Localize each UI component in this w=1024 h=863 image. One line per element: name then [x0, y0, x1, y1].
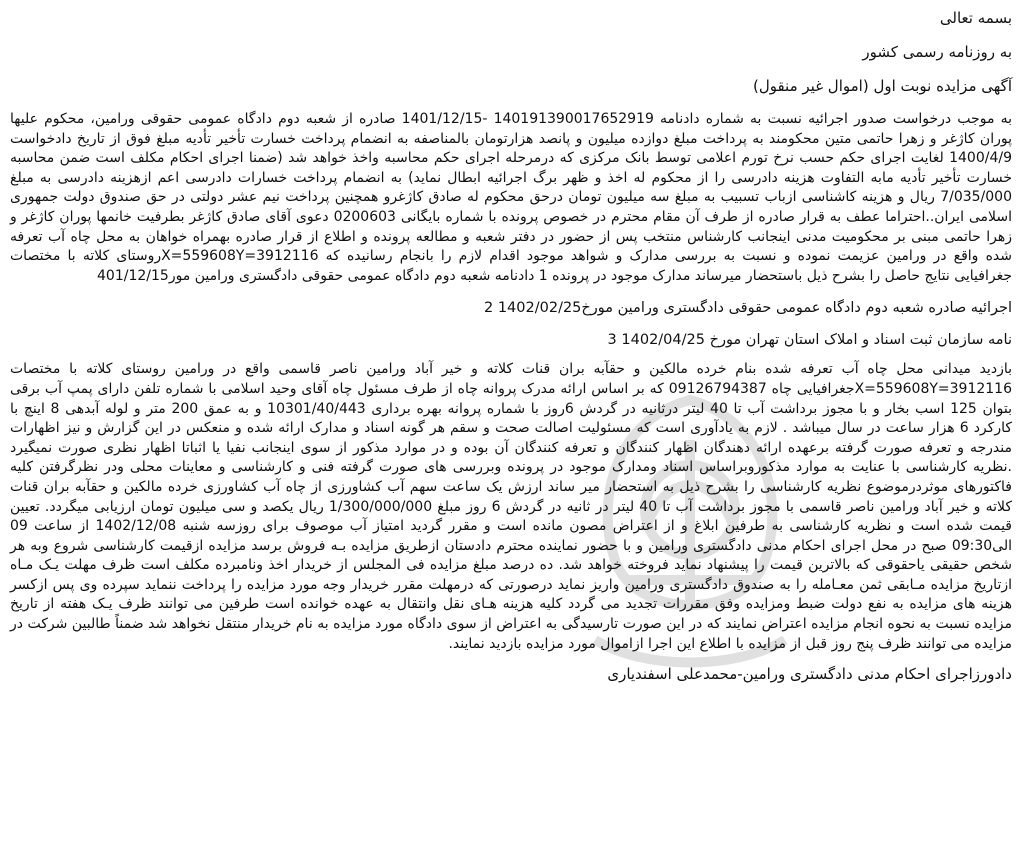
- reference-line-registry: نامه سازمان ثبت اسناد و املاک استان تهران مورخ 1402/04/25 3: [607, 332, 1012, 349]
- notice-title: آگهی مزایده نوبت اول (اموال غیر منقول): [752, 77, 1012, 95]
- reference-line-enforcement: اجرائیه صادره شعبه دوم دادگاه عمومی حقوقی دادگستری ورامین مورخ1402/02/25 2: [483, 300, 1012, 317]
- signature-line: دادورزاجرای احکام مدنی دادگستری ورامین-محمدعلی اسفندیاری: [607, 665, 1012, 684]
- intro-paragraph: به موجب درخواست صدور اجرائیه نسبت به شماره دادنامه 140191390017652919 -1401/12/15 صادره از شعبه دوم دادگاه عمومی حقوقی ورامین، محکوم علیها پوران کاژغر و زهرا حاتمی متین محکومند به پرداخت مبلغ دوازده میلیون و پانصد هزارتومان بالمناصفه به انضمام پرداخت خسارت تأخیر تأدیه مبلغ فوق از تاریخ دادخواست 1400/4/9 لغایت اجرای حکم حسب نرخ تورم اعلامی توسط بانک مرکزی که درمرحله اجرای حکم محاسبه واخذ خواهد شد (ضمنا اجرای احکام مکلف است ضمن محاسبه خسارت تأخیر تأدیه مابه التفاوت هزینه دادرسی را از محکوم له اخذ و ظهر برگ اجرائیه ابطال نماید) به انضمام پرداخت خسارات دادرسی اعم ازهزینه دادرسی به مبلغ 7/035/000 ریال و هزینه کاشناسی ازباب تسبیب به مبلغ سه میلیون تومان درحق محکوم له صادق کاژغرو همچنین پرداخت نیم عشر دولتی در حق صندوق دولت جمهوری اسلامی ایران..احتراما عطف به قرار صادره از طرف آن مقام محترم در خصوص پرونده با شماره بایگانی 0200603 دعوی آقای صادق کاژغر بطرفیت خانمها پوران کاژغر و زهرا حاتمی مبنی بر محکومیت مدنی اینجانب کارشناس منتخب پس از حضور در دفتر شعبه و مطالعه پرونده و اطلاع از قرار صادره بهمراه خواهان به محل چاه آب تعرفه شده واقع در ورامین عزیمت نموده و نسبت به بررسی مدارک و شواهد موجود اقدام لازم را بانجام رسانیده که X=559608Y=3912116روستای کلاته با مختصات جغرافیایی نتایج حاصل را بشرح ذیل باستحضار میرساند مدارک موجود در پرونده 1 دادنامه شعبه دوم دادگاه عمومی حقوقی دادگستری ورامین مور401/12/15: [10, 111, 1012, 284]
- basmala-heading: بسمه تعالی: [939, 9, 1012, 27]
- newspaper-line: به روزنامه رسمی کشور: [862, 43, 1012, 61]
- assessment-paragraph: بازدید میدانی محل چاه آب تعرفه شده بنام خرده مالکین و حقآبه بران قنات کلاته و خیر آباد ورامین ناصر قاسمی واقع در ورامین روستای کلاته با مختصات X=559608Y=3912116جغرافیایی چاه 09126794387 که بر اساس ارائه مدرک پروانه چاه از طرف مسئول چاه آقای وحید اسلامی با شماره تلفن دارای پمپ آب برقی بتوان 125 اسب بخار و با مجوز برداشت آب تا 40 لیتر درثانیه در گردش 6روز با شماره پروانه بهره برداری 10301/40/443 و به عمق 200 متر و لوله آبدهی 8 اینچ با کارکرد 6 هزار ساعت در سال میباشد . لازم به یادآوری است که مسئولیت اصالت صحت و سقم هر گونه اسناد و مدارک ارائه شده و منعکس در این گزارش و نیز اظهارات مندرجه و تعرفه صورت گرفته برعهده ارائه دهندگان اظهار کنندگان و تعرفه کنندگان آن بوده و در موارد مذکور از سوی اینجانب نفیا یا اثباتا اظهار نظری صورت نمیگیرد .نظریه کارشناسی با عنایت به موارد مذکوروبراساس اسناد ومدارک موجود در پرونده وبررسی های صورت گرفته فنی و کارشناسی و معاینات محلی ودر نظرگرفتن کلیه فاکتورهای موثردرموضوع نظریه کارشناسی را بشرح ذیل به استحضار میر ساند ارزش یک ساعت سهم آب کشاورزی از چاه آب کشاورزی خرده مالکین و حقآبه بران قنات کلاته و خیر آباد ورامین ناصر قاسمی با مجوز برداشت آب تا 40 لیتر در ثانیه در گردش 6 روز مبلغ 1/300/000/000 ریال یکصد و سی میلیون تومان ارزیابی میگردد. تعیین قیمت شده است و نظریه کارشناسی به طرفین ابلاغ و از اعتراض مصون مانده است و مقرر گردید امتیاز آب موصوف برای روزسه شنبه 1402/12/08 از ساعت 09 الی09:30 صبح در محل اجرای احکام مدنی دادگستری ورامین و با حضور نماینده محترم دادستان ازطریق مزایده بـه فروش برسد مزایده ازقیمت کارشناسی شروع وبه هر شخص حقیقی یاحقوقی که بالاترین قیمت را پیشنهاد نماید فروخته خواهد شد. ده درصد مبلغ مزایده فی المجلس از خریدار اخذ ونامبرده مکلف است ظرف مهلت یـک مـاه ازتاریخ مزایده مـابقی ثمن معـامله را به صندوق دادگستری ورامین واریز نماید درصورتی که درمهلت مقرر خریدار وجه مورد مزایده را پرداخت ننماید سپرده وی پس ازکسر هزینه های مزایده به نفع دولت ضبط ومزایده وفق مقررات تجدید می گردد کلیه هزینه هـای نقل وانتقال به عهده خوانده است طرفین می توانند ظرف یـک هفته از تاریخ مزایده نسبت به نحوه انجام مزایده اعتراض نمایند که در این صورت تارسیدگی به اعتراض از سوی دادگاه مورد مزایده به نام خریدار منتقل نخواهد شد ضمناً طالبین شرکت در مزایده می توانند ظرف پنج روز قبل از مزایده با اطلاع این اجرا ازاموال مورد مزایده بازدید نمایند.: [10, 361, 1013, 652]
